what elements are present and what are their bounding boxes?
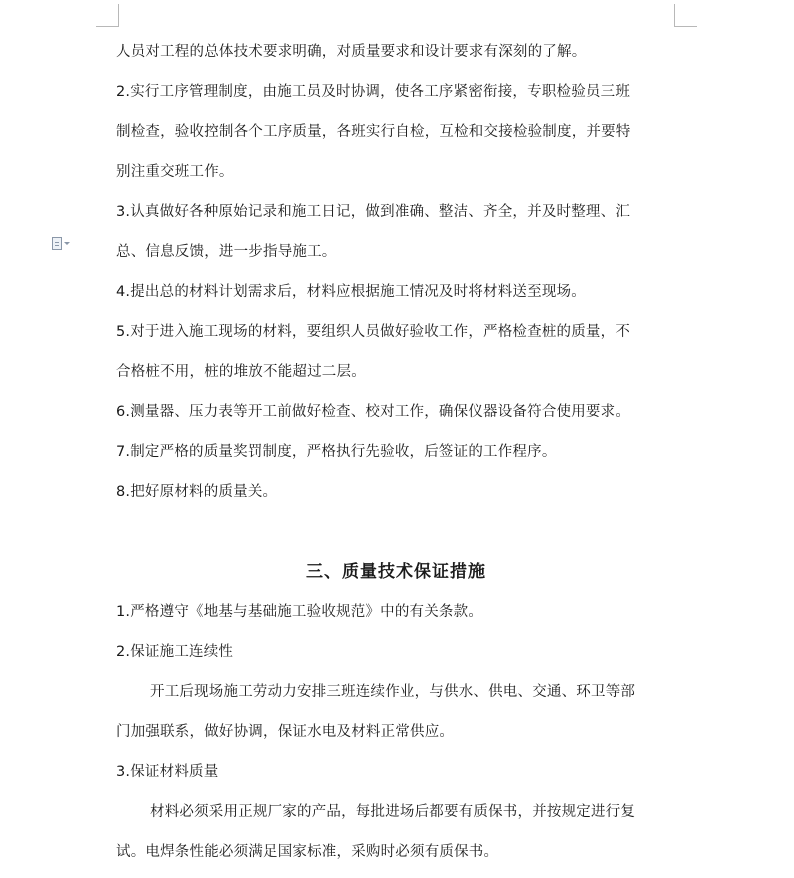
document-icon — [52, 237, 62, 250]
chevron-down-icon — [64, 242, 70, 245]
paragraph-line: 合格桩不用，桩的堆放不能超过二层。 — [116, 364, 366, 380]
page-corner-mark-left — [96, 4, 119, 27]
paragraph-line: 试。电焊条性能必须满足国家标准，采购时必须有质保书。 — [116, 844, 499, 860]
section-heading: 三、质量技术保证措施 — [306, 562, 486, 582]
document-body — [116, 32, 676, 872]
paragraph-line: 开工后现场施工劳动力安排三班连续作业，与供水、供电、交通、环卫等部 — [150, 684, 636, 700]
paragraph-line: 5.对于进入施工现场的材料，要组织人员做好验收工作，严格检查桩的质量，不 — [116, 324, 631, 340]
document-comment-icon[interactable] — [52, 237, 70, 250]
paragraph-line: 3.认真做好各种原始记录和施工日记，做到准确、整洁、齐全，并及时整理、汇 — [116, 204, 631, 220]
paragraph-line: 1.严格遵守《地基与基础施工验收规范》中的有关条款。 — [116, 604, 484, 620]
paragraph-line: 总、信息反馈，进一步指导施工。 — [116, 244, 337, 260]
paragraph-line: 7.制定严格的质量奖罚制度，严格执行先验收，后签证的工作程序。 — [116, 444, 557, 460]
paragraph-line: 4.提出总的材料计划需求后，材料应根据施工情况及时将材料送至现场。 — [116, 284, 586, 300]
paragraph-line: 制检查，验收控制各个工序质量，各班实行自检，互检和交接检验制度，并要特 — [116, 124, 631, 140]
paragraph-line: 8.把好原材料的质量关。 — [116, 484, 278, 500]
paragraph-line: 别注重交班工作。 — [116, 164, 234, 180]
paragraph-line: 材料必须采用正规厂家的产品，每批进场后都要有质保书，并按规定进行复 — [150, 804, 636, 820]
paragraph-line: 门加强联系，做好协调，保证水电及材料正常供应。 — [116, 724, 455, 740]
paragraph-line: 人员对工程的总体技术要求明确，对质量要求和设计要求有深刻的了解。 — [116, 44, 587, 60]
paragraph-line: 2.保证施工连续性 — [116, 644, 234, 660]
paragraph-line: 2.实行工序管理制度，由施工员及时协调，使各工序紧密衔接，专职检验员三班 — [116, 84, 631, 100]
paragraph-line: 6.测量器、压力表等开工前做好检查、校对工作，确保仪器设备符合使用要求。 — [116, 404, 631, 420]
paragraph-line: 3.保证材料质量 — [116, 764, 219, 780]
blank-line — [116, 512, 676, 552]
page-corner-mark-right — [674, 4, 697, 27]
